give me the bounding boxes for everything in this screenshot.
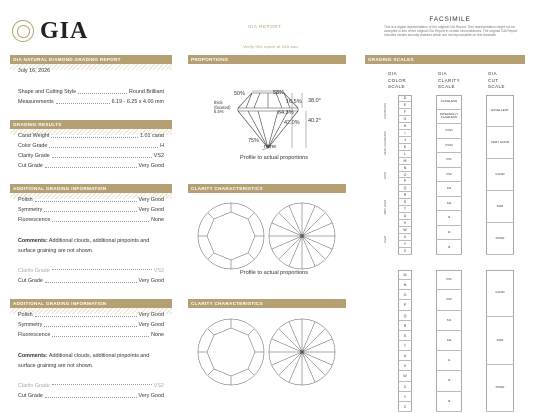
clarity-grade: VS1 (436, 153, 462, 168)
girdle-label: thick (faceted) 5.5% (214, 100, 231, 115)
clarity-grade: VS2 (436, 168, 462, 183)
cut-scale-header: GIA CUT SCALE (488, 71, 505, 89)
clarity-grade: INTERNALLY FLAWLESS (436, 110, 462, 125)
star-pct: 50% (234, 91, 246, 97)
pavilion-angle: 40.2° (308, 118, 321, 124)
cut-grade: GOOD (486, 270, 514, 317)
additional-section-title: ADDITIONAL GRADING INFORMATION (10, 184, 172, 193)
report-label: GIA REPORT (248, 24, 282, 29)
cut-grade: POOR (486, 365, 514, 412)
clarity-plot-2 (188, 312, 346, 408)
color-grade: P (398, 178, 412, 185)
color-grade: T (398, 341, 412, 351)
comments-2: Comments: Additional clouds, additional pinpoints and surface graining are not shown. (18, 353, 150, 369)
clarity-grade: VS2 (436, 290, 462, 310)
cut-row-2: Cut Grade Very Good (18, 278, 164, 284)
shape-row: Shape and Cutting Style Round Brilliant (18, 89, 164, 95)
lower-half-pct: 75% (248, 138, 260, 144)
color-grade: H (398, 123, 412, 130)
color-grade: X (398, 234, 412, 241)
color-grade: M (398, 270, 412, 280)
clarity-diagram-icon-2 (188, 312, 346, 408)
color-grade: Y (398, 392, 412, 402)
scales-section-title: GRADING SCALES (365, 55, 525, 64)
color-grade: N (398, 280, 412, 290)
clarity-grade: SI2 (436, 331, 462, 351)
color-grade: Z (398, 402, 412, 412)
facsimile-note: This is a digital representation of the original GIA Report. This representation might not be accepted in lieu of the original GIA Report in certain circumstances. The original GIA Report includes certain security features which are not reproducible on this facsimile. (384, 25, 518, 37)
grading-scale-upper (380, 95, 525, 255)
color-grade: K (398, 144, 412, 151)
cut-grade: GOOD (486, 159, 514, 191)
clarity-grade: VS1 (436, 270, 462, 290)
fluorescence-row: Fluorescence None (18, 217, 164, 223)
color-grade: J (398, 137, 412, 144)
clarity-grade: I1 (436, 211, 462, 226)
clarity-grade: SI2 (436, 197, 462, 212)
clarity-grade: I2 (436, 371, 462, 391)
cut-grade: POOR (486, 223, 514, 255)
cut-grade: FAIR (486, 191, 514, 223)
clarity-grade: VVS1 (436, 124, 462, 139)
verify-link[interactable]: Verify this report at GIA.edu (243, 44, 298, 49)
color-grade: W (398, 227, 412, 234)
logo-text: GIA (40, 18, 89, 44)
color-grade: D (398, 95, 412, 102)
clarity-scale-header: GIA CLARITY SCALE (438, 71, 461, 89)
color-grade: U (398, 213, 412, 220)
color-grade: Y (398, 241, 412, 248)
gia-seal-icon (12, 20, 34, 42)
color-group-label: FAINT (384, 171, 387, 179)
depth-pct: 64.3% (278, 110, 294, 116)
crown-angle: 38.0° (308, 98, 321, 104)
color-scale-header: GIA COLOR SCALE (388, 71, 407, 89)
color-grade: R (398, 192, 412, 199)
color-grade: S (398, 331, 412, 341)
fluorescence-row-2: Fluorescence None (18, 332, 164, 338)
symmetry-row: Symmetry Very Good (18, 207, 164, 213)
overlap-row: Clarity Grade VS2 (18, 268, 164, 272)
color-grade: R (398, 321, 412, 331)
clarity-grade: FLAWLESS (436, 95, 462, 110)
measurements-row: Measurements 6.19 - 6.25 x 4.00 mm (18, 99, 164, 105)
color-grade: F (398, 109, 412, 116)
clarity-grade: I1 (436, 351, 462, 371)
comments: Comments: Additional clouds, additional pinpoints and surface graining are not shown. (18, 238, 150, 254)
color-grade: V (398, 220, 412, 227)
color-group-label: COLORLESS (384, 103, 387, 119)
color-grade: M (398, 158, 412, 165)
crown-height-pct: 16.5% (286, 99, 302, 105)
color-grade: P (398, 300, 412, 310)
color-grade: U (398, 351, 412, 361)
symmetry-row-2: Symmetry Very Good (18, 322, 164, 328)
color-grade: E (398, 102, 412, 109)
additional-section-title-2: ADDITIONAL GRADING INFORMATION (10, 299, 172, 308)
color-row: Color Grade H (18, 143, 164, 149)
polish-row: Polish Very Good (18, 197, 164, 203)
cut-grade: EXCELLENT (486, 95, 514, 127)
proportions-diagram (188, 66, 346, 171)
cut-row-3: Cut Grade Very Good (18, 393, 164, 399)
clarity-caption: Profile to actual proportions (240, 270, 309, 276)
clarity-plot-1 (188, 196, 346, 280)
clarity-section-title: CLARITY CHARACTERISTICS (188, 184, 346, 193)
clarity-grade: VVS2 (436, 139, 462, 154)
color-grade: L (398, 151, 412, 158)
profile-caption: Profile to actual proportions (240, 155, 309, 161)
table-pct: 58% (273, 90, 285, 96)
clarity-row: Clarity Grade VS2 (18, 153, 164, 159)
clarity-grade: I3 (436, 392, 462, 412)
culet: none (264, 144, 277, 150)
cut-grade: VERY GOOD (486, 127, 514, 159)
color-group-label: LIGHT (384, 235, 387, 243)
color-grade: Q (398, 311, 412, 321)
color-group-label: NEAR COLORLESS (384, 131, 387, 155)
clarity-grade: SI1 (436, 311, 462, 331)
color-grade: O (398, 172, 412, 179)
cut-grade: FAIR (486, 317, 514, 364)
gia-logo (12, 18, 102, 46)
clarity-grade: SI1 (436, 182, 462, 197)
proportions-section-title: PROPORTIONS (188, 55, 346, 64)
color-grade: Q (398, 185, 412, 192)
polish-row-2: Polish Very Good (18, 312, 164, 318)
color-grade: W (398, 371, 412, 381)
report-section-title: GIA NATURAL DIAMOND GRADING REPORT (10, 55, 172, 64)
color-grade: T (398, 206, 412, 213)
pavilion-depth-pct: 42.0% (284, 120, 300, 126)
color-grade: X (398, 382, 412, 392)
color-grade: I (398, 130, 412, 137)
color-grade: V (398, 361, 412, 371)
color-grade: Z (398, 248, 412, 255)
clarity-section-title-2: CLARITY CHARACTERISTICS (188, 299, 346, 308)
clarity-diagram-icon (188, 196, 346, 280)
carat-row: Carat Weight 1.01 carat (18, 133, 164, 139)
clarity-grade: I2 (436, 226, 462, 241)
clarity-grade: I3 (436, 240, 462, 255)
grading-section-title: GRADING RESULTS (10, 120, 172, 129)
report-date: July 16, 2026 (18, 68, 51, 74)
color-grade: N (398, 165, 412, 172)
color-grade: S (398, 199, 412, 206)
color-grade: G (398, 116, 412, 123)
facsimile-title: FACSIMILE (429, 16, 471, 23)
color-grade: O (398, 290, 412, 300)
cut-row: Cut Grade Very Good (18, 163, 164, 169)
color-group-label: VERY LIGHT (384, 199, 387, 215)
overlap-row-2: Clarity Grade VS2 (18, 383, 164, 387)
grading-scale-lower (380, 270, 525, 412)
